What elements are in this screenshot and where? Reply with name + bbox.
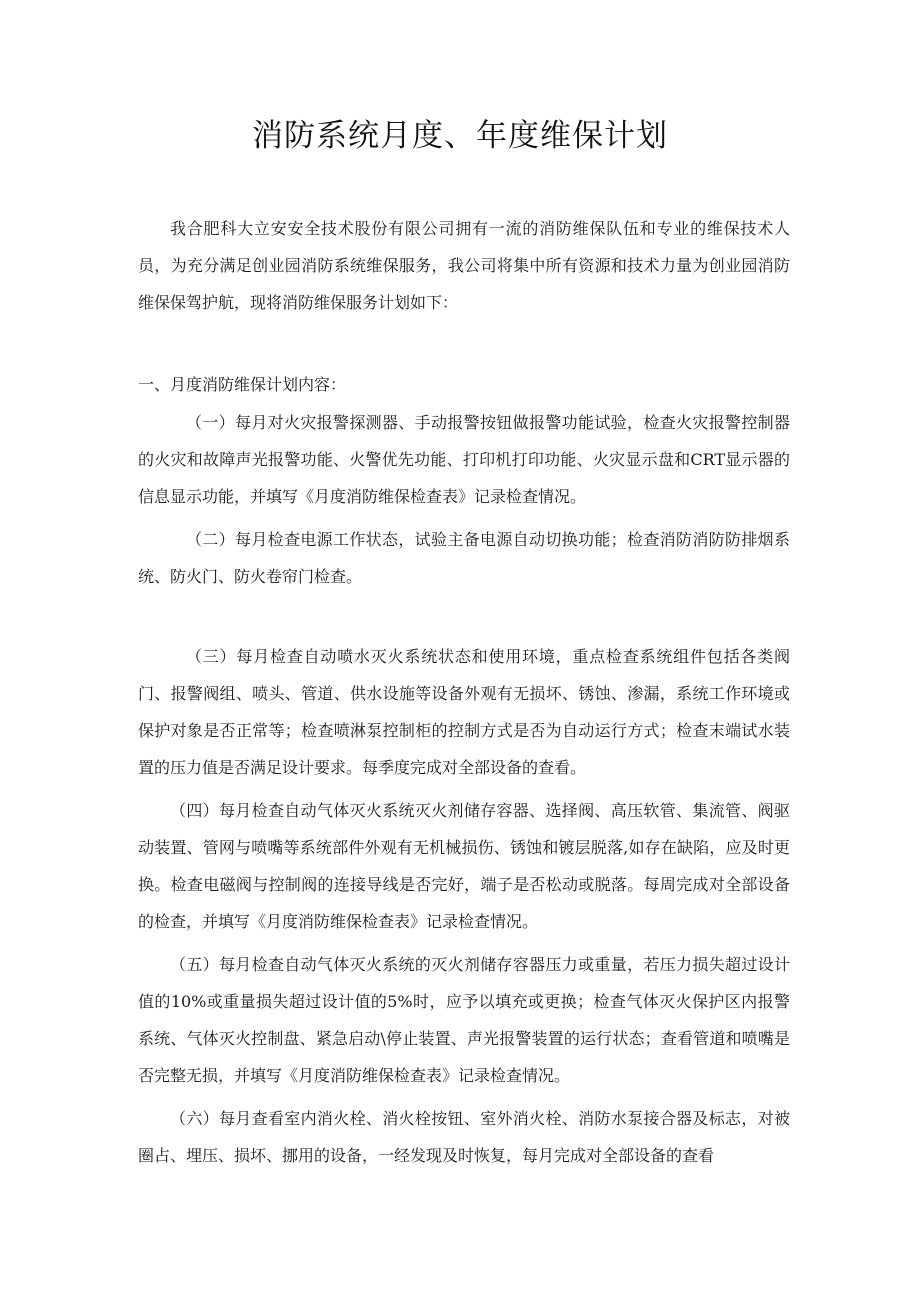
monthly-item-3: （三）每月检查自动喷水灭火系统状态和使用环境，重点检查系统组件包括各类阀门、报警阀组、喷头、管道、供水设施等设备外观有无损坏、锈蚀、渗漏，系统工作环境或保护对象是否正常等；检查喷淋泵控制柜的控制方式是否为自动运行方式；检查末端试水装置的压力值是否满足设计要求。每季度完成对全部设备的查看。 <box>138 647 790 777</box>
monthly-item-1: （一）每月对火灾报警探测器、手动报警按钮做报警功能试验，检查火灾报警控制器的火灾和故障声光报警功能、火警优先功能、打印机打印功能、火灾显示盘和CRT显示器的信息显示功能，并填写《月度消防维保检查表》记录检查情况。 <box>138 413 790 506</box>
monthly-item-4: （四）每月检查自动气体灭火系统灭火剂储存容器、选择阀、高压软管、集流管、阀驱动装置、管网与喷嘴等系统部件外观有无机械损伤、锈蚀和镀层脱落,如存在缺陷，应及时更换。检查电磁阀与控制阀的连接导线是否完好，端子是否松动或脱落。每周完成对全部设备的检查，并填写《月度消防维保检查表》记录检查情况。 <box>138 801 790 931</box>
section-heading-monthly: 一、月度消防维保计划内容： <box>138 375 347 394</box>
monthly-item-2: （二）每月检查电源工作状态，试验主备电源自动切换功能；检查消防消防防排烟系统、防火门、防火卷帘门检查。 <box>138 530 790 586</box>
monthly-item-5: （五）每月检查自动气体灭火系统的灭火剂储存容器压力或重量，若压力损失超过设计值的10%或重量损失超过设计值的5%时，应予以填充或更换；检查气体灭火保护区内报警系统、气体灭火控制盘、紧急启动\停止装置、声光报警装置的运行状态；查看管道和喷嘴是否完整无损，并填写《月度消防维保检查表》记录检查情况。 <box>138 955 790 1085</box>
intro-paragraph: 我合肥科大立安安全技术股份有限公司拥有一流的消防维保队伍和专业的维保技术人员，为充分满足创业园消防系统维保服务，我公司将集中所有资源和技术力量为创业园消防维保保驾护航，现将消防维保服务计划如下： <box>138 219 790 312</box>
page-title: 消防系统月度、年度维保计划 <box>252 118 668 154</box>
monthly-item-6: （六）每月查看室内消火栓、消火栓按钮、室外消火栓、消防水泵接合器及标志，对被圈占、埋压、损坏、挪用的设备，一经发现及时恢复，每月完成对全部设备的查看 <box>138 1109 790 1165</box>
